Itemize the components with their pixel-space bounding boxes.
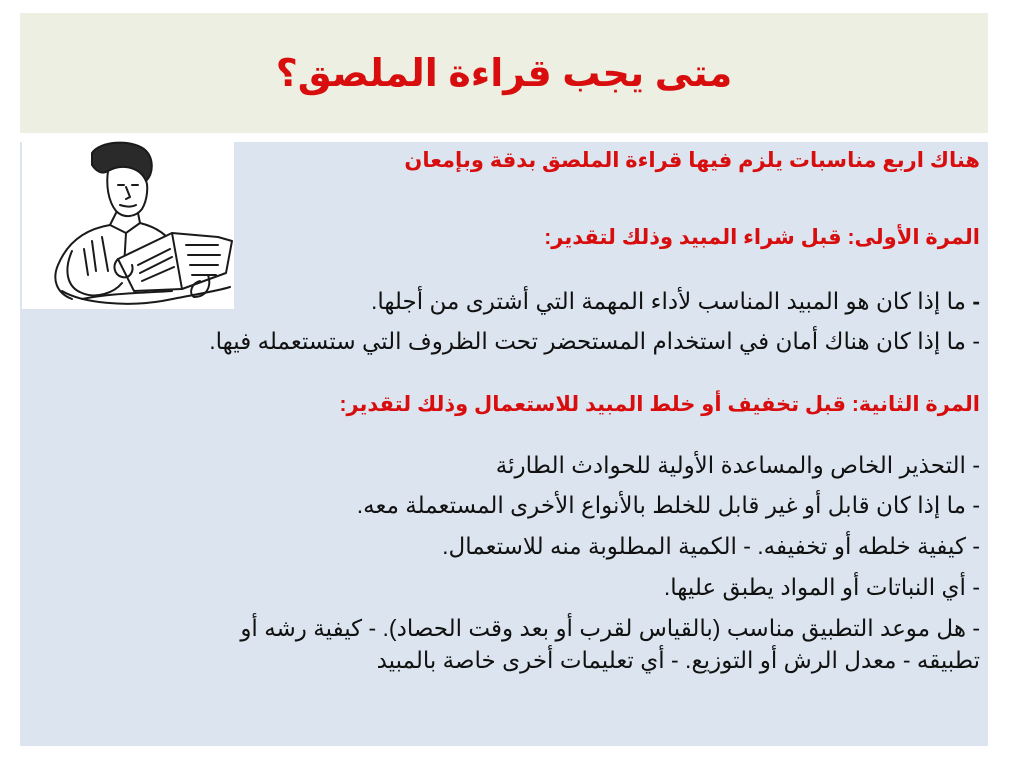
first-occasion-item-2: - ما إذا كان هناك أمان في استخدام المستحضر تحت الظروف التي ستستعمله فيها. (209, 328, 980, 354)
title-band (20, 13, 988, 133)
slide-title: متى يجب قراءة الملصق؟ (275, 53, 733, 95)
bullet-dash: - (972, 288, 980, 314)
second-occasion-heading: المرة الثانية: قبل تخفيف أو خلط المبيد للاستعمال وذلك لتقدير: (339, 393, 980, 416)
second-occasion-item-1: - التحذير الخاص والمساعدة الأولية للحوادث الطارئة (495, 452, 980, 478)
first-occasion-item-1 (371, 286, 980, 316)
second-occasion-item-5-line-1: - هل موعد التطبيق مناسب (بالقياس لقرب أو بعد وقت الحصاد). - كيفية رشه أو (240, 615, 980, 641)
man-reading-label-icon (22, 141, 234, 309)
second-occasion-item-5-line-2: تطبيقه - معدل الرش أو التوزيع. - أي تعليمات أخرى خاصة بالمبيد (376, 647, 980, 673)
first-occasion-item-1-text: ما إذا كان هو المبيد المناسب لأداء المهمة التي أشترى من أجلها. (370, 288, 966, 314)
second-occasion-item-3: - كيفية خلطه أو تخفيفه. - الكمية المطلوبة منه للاستعمال. (442, 533, 980, 559)
second-occasion-item-2: - ما إذا كان قابل أو غير قابل للخلط بالأنواع الأخرى المستعملة معه. (356, 492, 980, 518)
first-occasion-heading: المرة الأولى: قبل شراء المبيد وذلك لتقدير: (544, 226, 980, 249)
intro-text: هناك اربع مناسبات يلزم فيها قراءة الملصق بدقة وبإمعان (404, 149, 980, 172)
second-occasion-item-4: - أي النباتات أو المواد يطبق عليها. (663, 574, 980, 600)
